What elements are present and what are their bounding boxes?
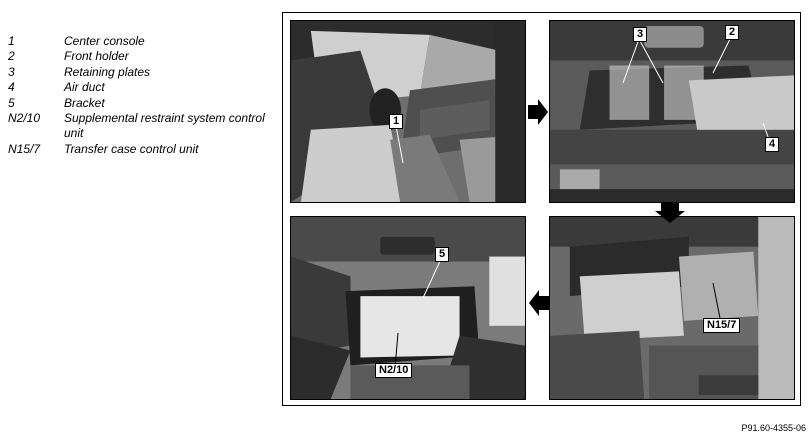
callout-n2-10: N2/10 bbox=[375, 363, 412, 378]
callout-1: 1 bbox=[389, 114, 403, 129]
legend-number: 3 bbox=[8, 64, 15, 79]
legend-text: Supplemental restraint system control unit bbox=[64, 111, 265, 141]
legend-item bbox=[8, 96, 278, 111]
legend-number: 4 bbox=[8, 80, 15, 95]
legend-text: Center console bbox=[64, 34, 145, 48]
legend-text: Air duct bbox=[64, 80, 105, 95]
illustration-frame bbox=[282, 12, 801, 406]
callout-3: 3 bbox=[633, 27, 647, 42]
legend-number: 2 bbox=[8, 49, 15, 64]
legend-text: Bracket bbox=[64, 95, 105, 110]
legend-text: Retaining plates bbox=[64, 64, 151, 79]
legend-text: Front holder bbox=[64, 49, 129, 64]
legend bbox=[8, 34, 278, 157]
leader-lines bbox=[283, 13, 802, 407]
legend-item bbox=[8, 34, 278, 49]
legend-number: N2/10 bbox=[8, 111, 41, 126]
callout-5: 5 bbox=[435, 247, 449, 262]
callout-4: 4 bbox=[765, 137, 779, 152]
callout-n15-7: N15/7 bbox=[703, 318, 740, 333]
legend-item bbox=[8, 111, 278, 142]
legend-number: 1 bbox=[8, 34, 15, 48]
legend-item bbox=[8, 142, 278, 157]
figure-code: P91.60-4355-06 bbox=[741, 423, 806, 433]
legend-item bbox=[8, 80, 278, 95]
legend-number: 5 bbox=[8, 95, 15, 110]
legend-item bbox=[8, 65, 278, 80]
legend-text: Transfer case control unit bbox=[64, 141, 199, 156]
legend-item bbox=[8, 49, 278, 64]
legend-number: N15/7 bbox=[8, 141, 41, 156]
callout-2: 2 bbox=[725, 25, 739, 40]
